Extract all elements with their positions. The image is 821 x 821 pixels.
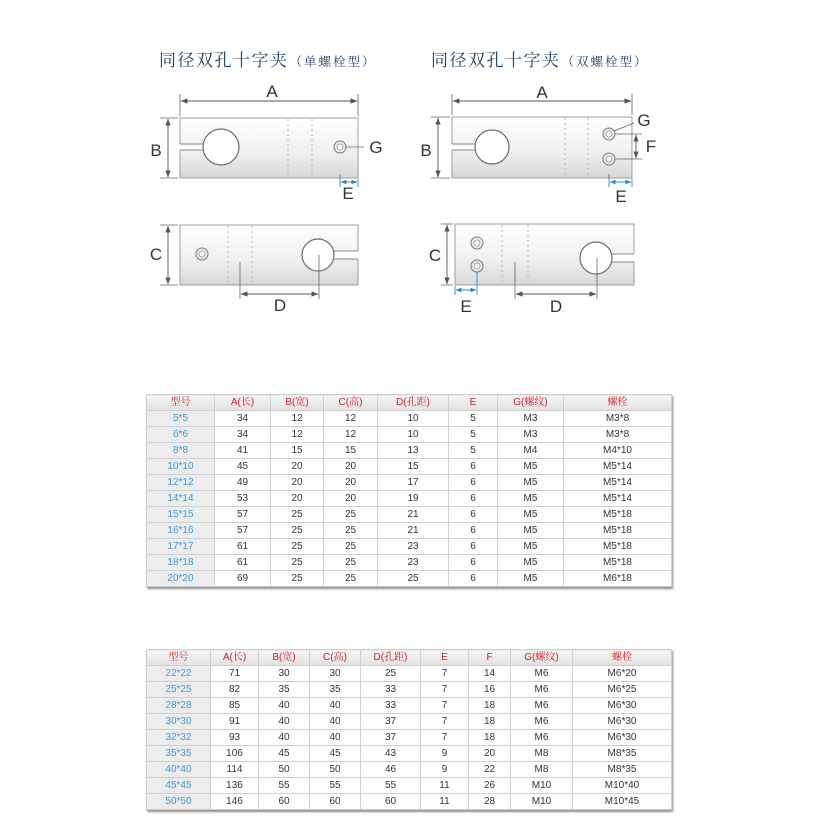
spec-value-cell: 18 <box>469 714 511 730</box>
spec-value-cell: M5 <box>498 571 564 587</box>
column-header: D(孔距) <box>361 650 421 666</box>
model-cell: 22*22 <box>147 666 211 682</box>
spec-value-cell: M5 <box>498 459 564 475</box>
model-cell: 45*45 <box>147 778 211 794</box>
spec-value-cell: 35 <box>259 682 310 698</box>
spec-value-cell: 60 <box>310 794 361 810</box>
spec-value-cell: 5 <box>449 427 498 443</box>
table-row <box>147 539 672 555</box>
table-row <box>147 491 672 507</box>
spec-value-cell: 55 <box>310 778 361 794</box>
double-bolt-spec-table <box>146 649 672 810</box>
double-bolt-top-view <box>420 83 656 206</box>
model-cell: 50*50 <box>147 794 211 810</box>
table-row <box>147 427 672 443</box>
spec-value-cell: 57 <box>215 507 271 523</box>
spec-value-cell: 40 <box>259 698 310 714</box>
dim-label-g: G <box>637 111 651 130</box>
column-header: G(螺纹) <box>498 395 564 411</box>
dim-label-e: E <box>615 187 627 206</box>
spec-value-cell: 22 <box>469 762 511 778</box>
spec-value-cell: 7 <box>421 682 469 698</box>
spec-value-cell: M3 <box>498 411 564 427</box>
spec-value-cell: 20 <box>271 475 324 491</box>
column-header: C(高) <box>310 650 361 666</box>
spec-value-cell: M5*14 <box>564 475 672 491</box>
spec-value-cell: 71 <box>211 666 259 682</box>
spec-value-cell: 33 <box>361 698 421 714</box>
spec-value-cell: 6 <box>449 459 498 475</box>
spec-value-cell: 114 <box>211 762 259 778</box>
table-row <box>147 714 672 730</box>
column-header: C(高) <box>324 395 378 411</box>
spec-value-cell: 61 <box>215 555 271 571</box>
spec-value-cell: M5 <box>498 507 564 523</box>
table-row <box>147 523 672 539</box>
column-header: G(螺纹) <box>511 650 573 666</box>
spec-value-cell: 43 <box>361 746 421 762</box>
spec-value-cell: 50 <box>310 762 361 778</box>
spec-value-cell: 5 <box>449 443 498 459</box>
column-header: 型号 <box>147 395 215 411</box>
spec-value-cell: 25 <box>324 507 378 523</box>
dim-label-c: C <box>149 245 163 264</box>
spec-value-cell: 21 <box>378 523 449 539</box>
spec-value-cell: 40 <box>310 698 361 714</box>
table-row <box>147 459 672 475</box>
spec-value-cell: 23 <box>378 555 449 571</box>
spec-value-cell: 7 <box>421 730 469 746</box>
bolt-hole-thread <box>606 156 612 162</box>
model-cell: 35*35 <box>147 746 211 762</box>
bore-hole <box>203 129 239 165</box>
bolt-hole-thread <box>474 263 480 269</box>
spec-value-cell: 46 <box>361 762 421 778</box>
table-row <box>147 411 672 427</box>
spec-value-cell: M10 <box>511 794 573 810</box>
spec-value-cell: M6 <box>511 698 573 714</box>
bolt-hole-thread <box>606 131 612 137</box>
double-bolt-side-view <box>429 224 635 316</box>
table-body <box>147 411 672 587</box>
spec-value-cell: M5*14 <box>564 459 672 475</box>
spec-value-cell: 30 <box>259 666 310 682</box>
spec-value-cell: 14 <box>469 666 511 682</box>
spec-value-cell: 25 <box>378 571 449 587</box>
spec-value-cell: M5 <box>498 491 564 507</box>
spec-value-cell: 35 <box>310 682 361 698</box>
spec-value-cell: 9 <box>421 746 469 762</box>
column-header: E <box>421 650 469 666</box>
spec-value-cell: M6 <box>511 714 573 730</box>
table-row <box>147 507 672 523</box>
spec-value-cell: 16 <box>469 682 511 698</box>
spec-value-cell: M6*25 <box>573 682 672 698</box>
spec-value-cell: 12 <box>271 411 324 427</box>
column-header: E <box>449 395 498 411</box>
spec-value-cell: 30 <box>310 666 361 682</box>
spec-value-cell: 25 <box>271 571 324 587</box>
model-cell: 40*40 <box>147 762 211 778</box>
spec-value-cell: 11 <box>421 778 469 794</box>
spec-value-cell: 25 <box>324 539 378 555</box>
dim-label-a: A <box>266 82 278 101</box>
spec-value-cell: M5*18 <box>564 523 672 539</box>
spec-value-cell: 69 <box>215 571 271 587</box>
spec-value-cell: 5 <box>449 411 498 427</box>
spec-value-cell: 106 <box>211 746 259 762</box>
spec-value-cell: 49 <box>215 475 271 491</box>
model-cell: 17*17 <box>147 539 215 555</box>
dim-label-e: E <box>342 184 354 203</box>
spec-value-cell: 25 <box>324 523 378 539</box>
spec-value-cell: M8 <box>511 762 573 778</box>
spec-value-cell: 10 <box>378 427 449 443</box>
model-cell: 16*16 <box>147 523 215 539</box>
column-header: D(孔距) <box>378 395 449 411</box>
table-row <box>147 475 672 491</box>
spec-value-cell: 25 <box>271 523 324 539</box>
table-row <box>147 682 672 698</box>
spec-value-cell: 21 <box>378 507 449 523</box>
spec-value-cell: M3*8 <box>564 427 672 443</box>
spec-value-cell: 15 <box>271 443 324 459</box>
table-body <box>147 666 672 810</box>
spec-value-cell: 91 <box>211 714 259 730</box>
title-main: 同径双孔十字夹 <box>431 51 561 71</box>
spec-value-cell: 6 <box>449 491 498 507</box>
dim-label-e: E <box>460 297 472 316</box>
spec-value-cell: 136 <box>211 778 259 794</box>
model-cell: 10*10 <box>147 459 215 475</box>
spec-value-cell: 41 <box>215 443 271 459</box>
model-cell: 20*20 <box>147 571 215 587</box>
spec-value-cell: M8 <box>511 746 573 762</box>
spec-value-cell: 20 <box>271 491 324 507</box>
spec-value-cell: M10*40 <box>573 778 672 794</box>
spec-value-cell: 20 <box>324 475 378 491</box>
spec-value-cell: 25 <box>271 539 324 555</box>
title-variant: （单螺栓型） <box>289 54 377 69</box>
column-header: 螺栓 <box>564 395 672 411</box>
spec-value-cell: 60 <box>361 794 421 810</box>
spec-value-cell: 20 <box>469 746 511 762</box>
title-variant: （双螺栓型） <box>561 54 649 69</box>
spec-value-cell: M6*30 <box>573 714 672 730</box>
spec-value-cell: 60 <box>259 794 310 810</box>
model-cell: 5*5 <box>147 411 215 427</box>
spec-value-cell: M5*18 <box>564 555 672 571</box>
spec-value-cell: 34 <box>215 427 271 443</box>
model-cell: 18*18 <box>147 555 215 571</box>
spec-value-cell: 7 <box>421 698 469 714</box>
spec-value-cell: M6 <box>511 730 573 746</box>
bore-hole <box>580 242 612 274</box>
spec-value-cell: M6*20 <box>573 666 672 682</box>
model-cell: 8*8 <box>147 443 215 459</box>
spec-value-cell: M6 <box>511 666 573 682</box>
spec-value-cell: 19 <box>378 491 449 507</box>
spec-value-cell: M6*30 <box>573 730 672 746</box>
table-header <box>147 395 672 411</box>
spec-value-cell: 15 <box>378 459 449 475</box>
title-main: 同径双孔十字夹 <box>159 51 289 71</box>
spec-value-cell: M5 <box>498 539 564 555</box>
bolt-hole-thread <box>337 144 343 150</box>
spec-value-cell: 93 <box>211 730 259 746</box>
spec-value-cell: M5*18 <box>564 507 672 523</box>
spec-value-cell: 85 <box>211 698 259 714</box>
clamp-diagrams <box>0 0 821 330</box>
spec-value-cell: M8*35 <box>573 762 672 778</box>
column-header: 型号 <box>147 650 211 666</box>
bore-hole <box>302 239 334 271</box>
spec-value-cell: 12 <box>324 427 378 443</box>
spec-value-cell: 50 <box>259 762 310 778</box>
spec-value-cell: 20 <box>271 459 324 475</box>
spec-value-cell: M5 <box>498 523 564 539</box>
dim-label-c: C <box>428 246 442 265</box>
spec-value-cell: 25 <box>361 666 421 682</box>
spec-value-cell: 55 <box>361 778 421 794</box>
spec-value-cell: 6 <box>449 539 498 555</box>
table-row <box>147 443 672 459</box>
spec-value-cell: 6 <box>449 555 498 571</box>
spec-value-cell: 25 <box>271 507 324 523</box>
spec-value-cell: 34 <box>215 411 271 427</box>
bolt-hole-thread <box>474 240 480 246</box>
table-row <box>147 794 672 810</box>
model-cell: 28*28 <box>147 698 211 714</box>
spec-value-cell: M5*18 <box>564 539 672 555</box>
spec-value-cell: 11 <box>421 794 469 810</box>
dim-label-a: A <box>536 83 548 102</box>
spec-value-cell: 20 <box>324 459 378 475</box>
spec-value-cell: 61 <box>215 539 271 555</box>
dim-label-d: D <box>273 296 287 315</box>
spec-value-cell: 18 <box>469 730 511 746</box>
spec-value-cell: 37 <box>361 730 421 746</box>
single-bolt-spec-table <box>146 394 672 587</box>
spec-value-cell: 28 <box>469 794 511 810</box>
spec-value-cell: M5 <box>498 555 564 571</box>
dim-label-b: B <box>150 141 162 160</box>
spec-value-cell: 12 <box>271 427 324 443</box>
model-cell: 25*25 <box>147 682 211 698</box>
spec-value-cell: 146 <box>211 794 259 810</box>
spec-value-cell: M5 <box>498 475 564 491</box>
model-cell: 12*12 <box>147 475 215 491</box>
spec-value-cell: 40 <box>310 714 361 730</box>
column-header: B(宽) <box>259 650 310 666</box>
spec-value-cell: M10 <box>511 778 573 794</box>
spec-value-cell: M6*30 <box>573 698 672 714</box>
spec-value-cell: 40 <box>310 730 361 746</box>
table-row <box>147 571 672 587</box>
spec-value-cell: 82 <box>211 682 259 698</box>
spec-value-cell: 45 <box>215 459 271 475</box>
table-row <box>147 698 672 714</box>
spec-value-cell: M8*35 <box>573 746 672 762</box>
header-row <box>147 650 672 666</box>
table-row <box>147 746 672 762</box>
spec-value-cell: 40 <box>259 714 310 730</box>
spec-value-cell: 15 <box>324 443 378 459</box>
model-cell: 14*14 <box>147 491 215 507</box>
column-header: A(长) <box>215 395 271 411</box>
model-cell: 15*15 <box>147 507 215 523</box>
spec-value-cell: 45 <box>259 746 310 762</box>
single-bolt-top-view <box>150 82 382 203</box>
spec-value-cell: 25 <box>324 571 378 587</box>
spec-value-cell: 12 <box>324 411 378 427</box>
spec-value-cell: 18 <box>469 698 511 714</box>
spec-value-cell: M3*8 <box>564 411 672 427</box>
spec-value-cell: M6 <box>511 682 573 698</box>
column-header: A(长) <box>211 650 259 666</box>
column-header: F <box>469 650 511 666</box>
column-header: 螺栓 <box>573 650 672 666</box>
header-row <box>147 395 672 411</box>
spec-value-cell: 9 <box>421 762 469 778</box>
model-cell: 6*6 <box>147 427 215 443</box>
spec-value-cell: 13 <box>378 443 449 459</box>
spec-value-cell: 25 <box>271 555 324 571</box>
table-row <box>147 778 672 794</box>
spec-value-cell: 23 <box>378 539 449 555</box>
dim-label-f: F <box>645 137 657 156</box>
table-row <box>147 762 672 778</box>
spec-value-cell: 55 <box>259 778 310 794</box>
spec-value-cell: 6 <box>449 571 498 587</box>
spec-value-cell: 53 <box>215 491 271 507</box>
spec-value-cell: M4 <box>498 443 564 459</box>
single-bolt-side-view <box>150 225 359 315</box>
slot-opening <box>451 144 478 150</box>
column-header: B(宽) <box>271 395 324 411</box>
table-row <box>147 555 672 571</box>
table-header <box>147 650 672 666</box>
spec-value-cell: 17 <box>378 475 449 491</box>
spec-value-cell: M4*10 <box>564 443 672 459</box>
spec-value-cell: 10 <box>378 411 449 427</box>
model-cell: 32*32 <box>147 730 211 746</box>
spec-value-cell: M6*18 <box>564 571 672 587</box>
table-row <box>147 730 672 746</box>
spec-value-cell: M3 <box>498 427 564 443</box>
spec-value-cell: M5*14 <box>564 491 672 507</box>
spec-value-cell: 25 <box>324 555 378 571</box>
spec-value-cell: 20 <box>324 491 378 507</box>
dim-label-g: G <box>369 138 383 157</box>
spec-value-cell: 26 <box>469 778 511 794</box>
spec-value-cell: 57 <box>215 523 271 539</box>
spec-value-cell: 6 <box>449 475 498 491</box>
spec-value-cell: 7 <box>421 714 469 730</box>
dim-label-d: D <box>549 297 563 316</box>
spec-value-cell: 33 <box>361 682 421 698</box>
spec-value-cell: 40 <box>259 730 310 746</box>
spec-value-cell: 37 <box>361 714 421 730</box>
dim-label-b: B <box>420 141 432 160</box>
bolt-hole-thread <box>199 251 205 257</box>
spec-value-cell: M10*45 <box>573 794 672 810</box>
table-row <box>147 666 672 682</box>
spec-value-cell: 6 <box>449 523 498 539</box>
spec-value-cell: 45 <box>310 746 361 762</box>
spec-value-cell: 6 <box>449 507 498 523</box>
spec-value-cell: 7 <box>421 666 469 682</box>
bore-hole <box>475 130 509 164</box>
model-cell: 30*30 <box>147 714 211 730</box>
